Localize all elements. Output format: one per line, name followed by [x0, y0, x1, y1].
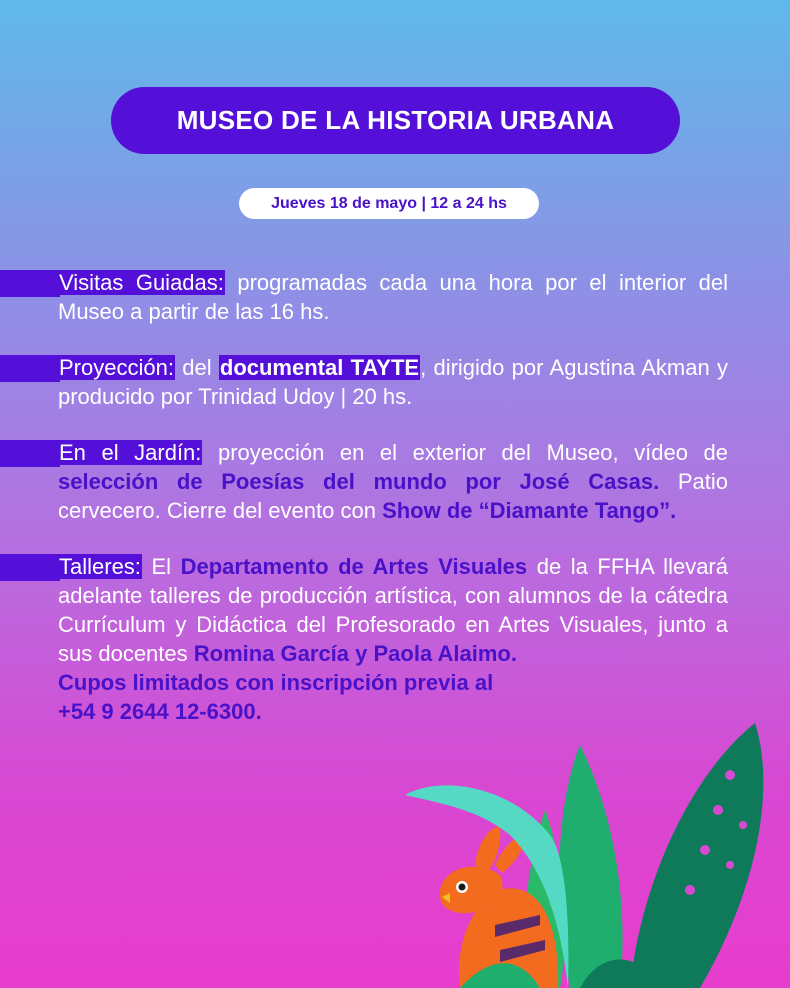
- section-text: El: [141, 554, 181, 579]
- teachers-highlight: Romina García y Paola Alaimo.: [193, 641, 517, 666]
- poetry-highlight: selección de Poesías del mundo por José Casas.: [58, 469, 660, 494]
- green-leaf-icon: [559, 745, 623, 988]
- section-text: Patio cervecero. Cierre del evento con: [58, 469, 729, 523]
- section-label: Proyección:: [59, 355, 174, 380]
- section-text: programadas cada una hora por el interior del Museo a partir de las 16 hs.: [58, 270, 728, 324]
- section-proyeccion: [58, 353, 728, 411]
- event-date: Jueves 18 de mayo | 12 a 24 hs: [271, 194, 507, 212]
- page-title: MUSEO DE LA HISTORIA URBANA: [176, 105, 615, 135]
- phone-number: +54 9 2644 12-6300.: [58, 699, 262, 724]
- label-accent-bar: [0, 355, 60, 382]
- registration-note: Cupos limitados con inscripción previa al: [58, 670, 494, 695]
- show-highlight: Show de “Diamante Tango”.: [382, 498, 677, 523]
- title-banner: [111, 87, 680, 154]
- rabbit-and-leaves-illustration: [400, 715, 790, 988]
- section-text: del: [174, 355, 219, 380]
- department-highlight: Departamento de Artes Visuales: [180, 554, 528, 579]
- section-visitas: [58, 268, 728, 326]
- date-badge: [239, 188, 539, 219]
- section-talleres: [58, 552, 728, 726]
- section-text: de la FFHA llevará adelante talleres de producción artística, con alumnos de la cátedra Currículum y Didáctica del Profesorado en Artes Visuales, junto a sus docentes: [58, 554, 728, 666]
- section-text: , dirigido por Agustina Akman y producido por Trinidad Udoy | 20 hs.: [58, 355, 728, 409]
- label-accent-bar: [0, 554, 60, 581]
- dark-leaf-icon: [630, 723, 763, 988]
- section-text: proyección en el exterior del Museo, vídeo de: [202, 440, 728, 465]
- section-label: En el Jardín:: [59, 440, 202, 465]
- section-label: Talleres:: [59, 554, 141, 579]
- section-label: Visitas Guiadas:: [59, 270, 224, 295]
- label-accent-bar: [0, 440, 60, 467]
- section-jardin: [58, 438, 728, 525]
- label-accent-bar: [0, 270, 60, 297]
- documentary-highlight: documental TAYTE: [219, 355, 420, 380]
